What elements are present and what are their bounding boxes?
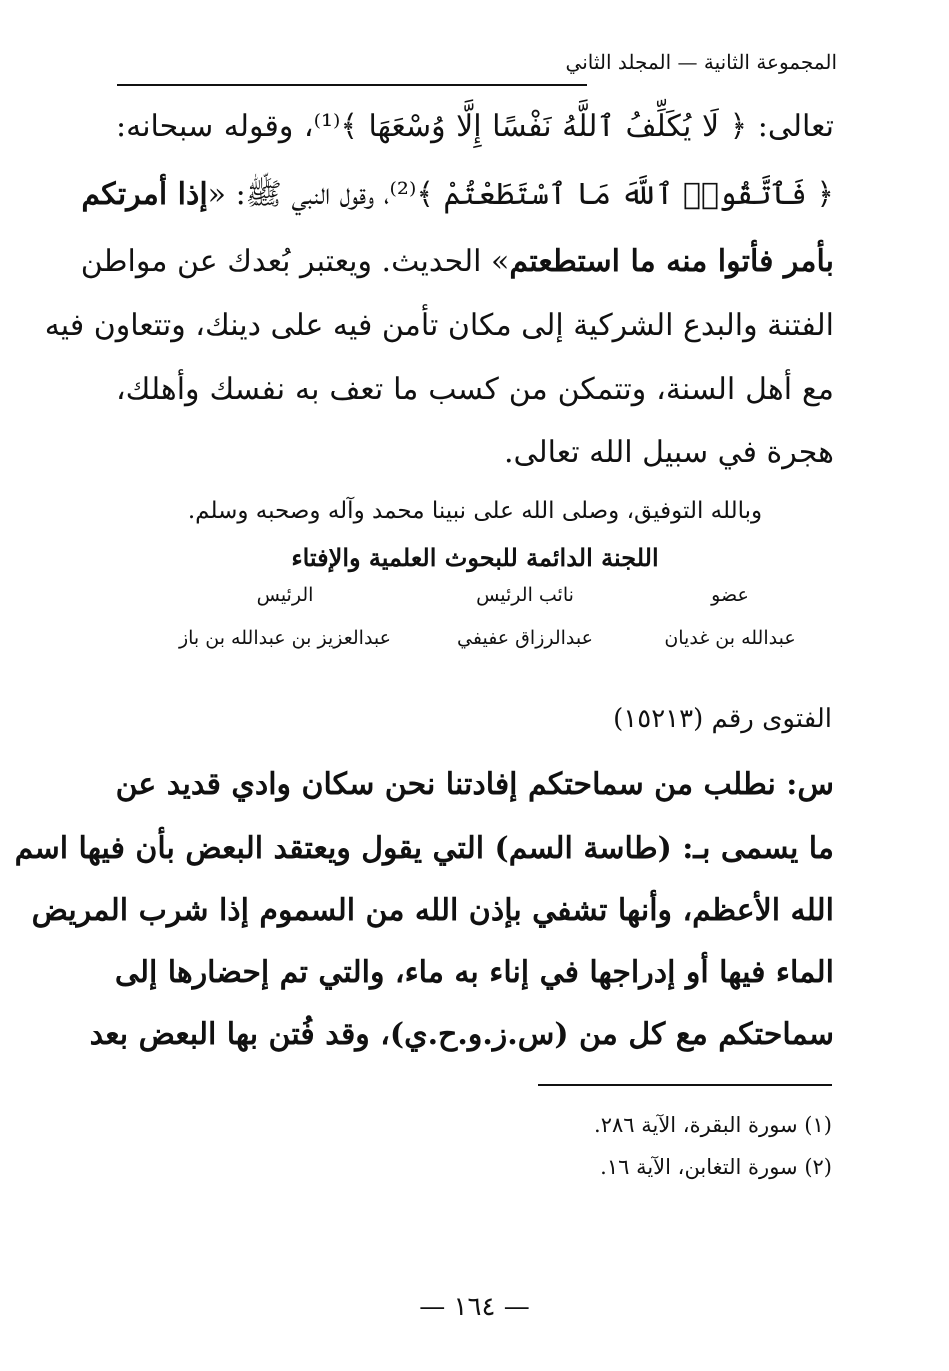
footnote-1: (١) سورة البقرة، الآية ٢٨٦. bbox=[594, 1113, 832, 1137]
question-line-3: الله الأعظم، وأنها تشفي بإذن الله من السموم إذا شرب المريض bbox=[31, 893, 834, 928]
closing-formula: وبالله التوفيق، وصلى الله على نبينا محمد وآله وصحبه وسلم. bbox=[187, 498, 763, 524]
question-line-1: س: نطلب من سماحتكم إفادتنا نحن سكان وادي قديد عن bbox=[115, 767, 834, 802]
hadith-bold-start: إذا أمرتكم bbox=[81, 177, 208, 212]
committee-name: اللجنة الدائمة للبحوث العلمية والإفتاء bbox=[291, 543, 659, 572]
body-line-6: هجرة في سبيل الله تعالى. bbox=[503, 435, 834, 470]
hadith-bold-end: بأمر فأتوا منه ما استطعتم bbox=[509, 244, 834, 279]
body-line-1: تعالى: ﴿ لَا يُكَلِّفُ ٱللَّهُ نَفْسًا إِلَّا وُسْعَهَا ﴾⁽¹⁾، وقوله سبحانه: bbox=[116, 109, 834, 144]
header-rule bbox=[117, 84, 587, 86]
signatory-chair-name: عبدالعزيز بن عبدالله بن باز bbox=[178, 627, 392, 649]
signatory-member-role: عضو bbox=[711, 584, 749, 606]
body-line-2 bbox=[81, 177, 834, 212]
running-head: المجموعة الثانية — المجلد الثاني bbox=[565, 50, 837, 74]
fatwa-number: الفتوى رقم (١٥٢١٣) bbox=[613, 704, 832, 734]
footnote-rule bbox=[538, 1084, 832, 1086]
footnote-2: (٢) سورة التغابن، الآية ١٦. bbox=[600, 1155, 832, 1179]
body-line-3-text: » الحديث. ويعتبر بُعدك عن مواطن bbox=[80, 244, 510, 279]
body-line-4: الفتنة والبدع الشركية إلى مكان تأمن فيه على دينك، وتتعاون فيه bbox=[44, 308, 834, 343]
body-line-3 bbox=[80, 244, 834, 279]
signatory-member-name: عبدالله بن غديان bbox=[664, 627, 796, 649]
page-number: — ١٦٤ — bbox=[419, 1292, 530, 1322]
signatory-deputy-role: نائب الرئيس bbox=[476, 584, 574, 606]
question-line-4: الماء فيها أو إدراجها في إناء به ماء، والتي تم إحضارها إلى bbox=[114, 955, 834, 990]
signatory-chair-role: الرئيس bbox=[256, 584, 314, 606]
signatory-deputy-name: عبدالرزاق عفيفي bbox=[457, 627, 593, 649]
body-line-2-text: ﴿ فَٱتَّقُوا۟ ٱللَّهَ مَا ٱسْتَطَعْتُمْ ﴾⁽²⁾، وقول النبي ﷺ: « bbox=[207, 177, 834, 212]
question-line-5: سماحتكم مع كل من (س.ز.و.ح.ي)، وقد فُتن بها البعض بعد bbox=[89, 1017, 834, 1052]
body-line-5: مع أهل السنة، وتتمكن من كسب ما تعف به نفسك وأهلك، bbox=[116, 372, 834, 407]
question-line-2: ما يسمى بـ: (طاسة السم) التي يقول ويعتقد البعض بأن فيها اسم bbox=[14, 831, 834, 866]
